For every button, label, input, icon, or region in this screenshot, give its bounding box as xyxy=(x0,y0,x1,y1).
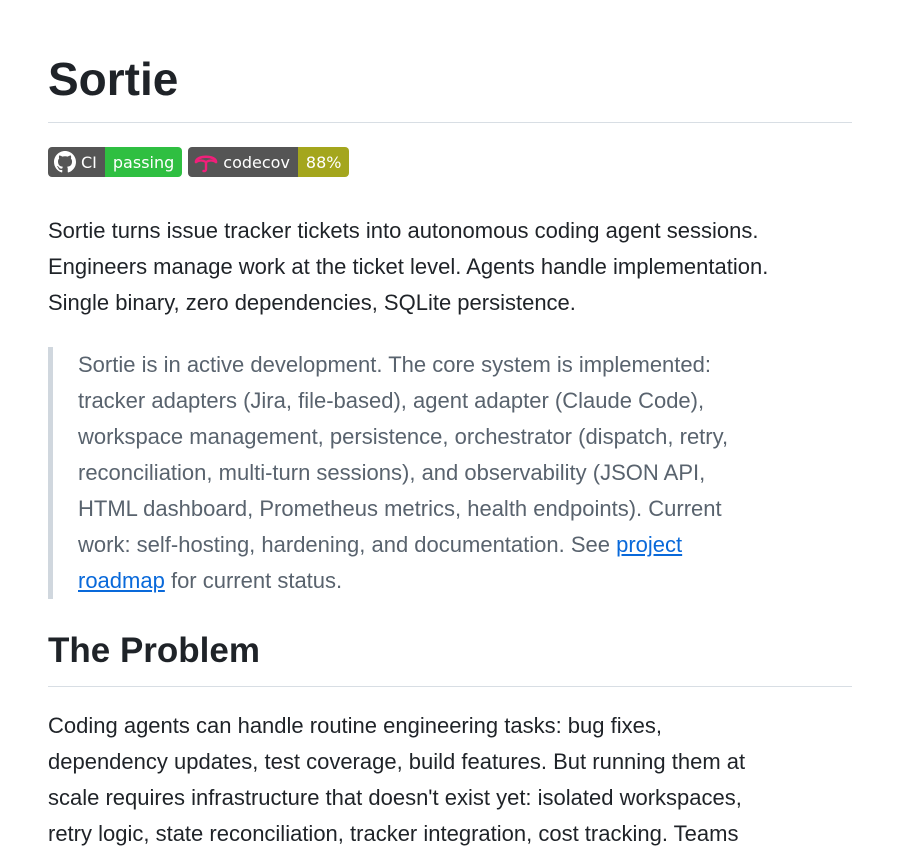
codecov-badge[interactable] xyxy=(188,147,349,177)
link-text: roadmap xyxy=(78,568,165,593)
problem-line: Coding agents can handle routine engineering tasks: bug fixes, xyxy=(48,713,662,738)
title-divider xyxy=(48,122,852,123)
note-line: tracker adapters (Jira, file-based), agent adapter (Claude Code), xyxy=(78,388,705,413)
problem-paragraph xyxy=(48,708,852,850)
note-line: reconciliation, multi-turn sessions), and observability (JSON API, xyxy=(78,460,706,485)
ci-badge[interactable] xyxy=(48,147,182,177)
readme-content xyxy=(48,0,852,850)
problem-line: dependency updates, test coverage, build features. But running them at xyxy=(48,749,746,774)
badges-row xyxy=(48,147,852,177)
note-line: workspace management, persistence, orchestrator (dispatch, retry, xyxy=(78,424,729,449)
codecov-badge-label: codecov xyxy=(223,152,290,172)
ci-badge-label: CI xyxy=(81,152,97,172)
note-line: for current status. xyxy=(164,568,343,593)
problem-line: scale requires infrastructure that doesn't exist yet: isolated workspaces, xyxy=(48,785,742,810)
intro-paragraph xyxy=(48,213,852,321)
codecov-badge-value: 88% xyxy=(298,147,350,177)
section-heading-problem: The Problem xyxy=(48,631,260,670)
section-divider xyxy=(48,686,852,687)
intro-line: Single binary, zero dependencies, SQLite persistence. xyxy=(48,290,576,315)
intro-line: Engineers manage work at the ticket level. Agents handle implementation. xyxy=(48,254,769,279)
codecov-umbrella-icon xyxy=(194,151,218,173)
intro-line: Sortie turns issue tracker tickets into autonomous coding agent sessions. xyxy=(48,218,759,243)
github-icon xyxy=(54,151,76,173)
note-line: HTML dashboard, Prometheus metrics, health endpoints). Current xyxy=(78,496,722,521)
problem-line: retry logic, state reconciliation, tracker integration, cost tracking. Teams xyxy=(48,821,739,846)
link-text: project xyxy=(616,532,683,557)
page-title: Sortie xyxy=(48,53,179,105)
note-line: work: self-hosting, hardening, and documentation. See xyxy=(78,532,617,557)
note-line: Sortie is in active development. The core system is implemented: xyxy=(78,352,711,377)
ci-badge-status: passing xyxy=(105,147,182,177)
status-note xyxy=(48,347,852,599)
